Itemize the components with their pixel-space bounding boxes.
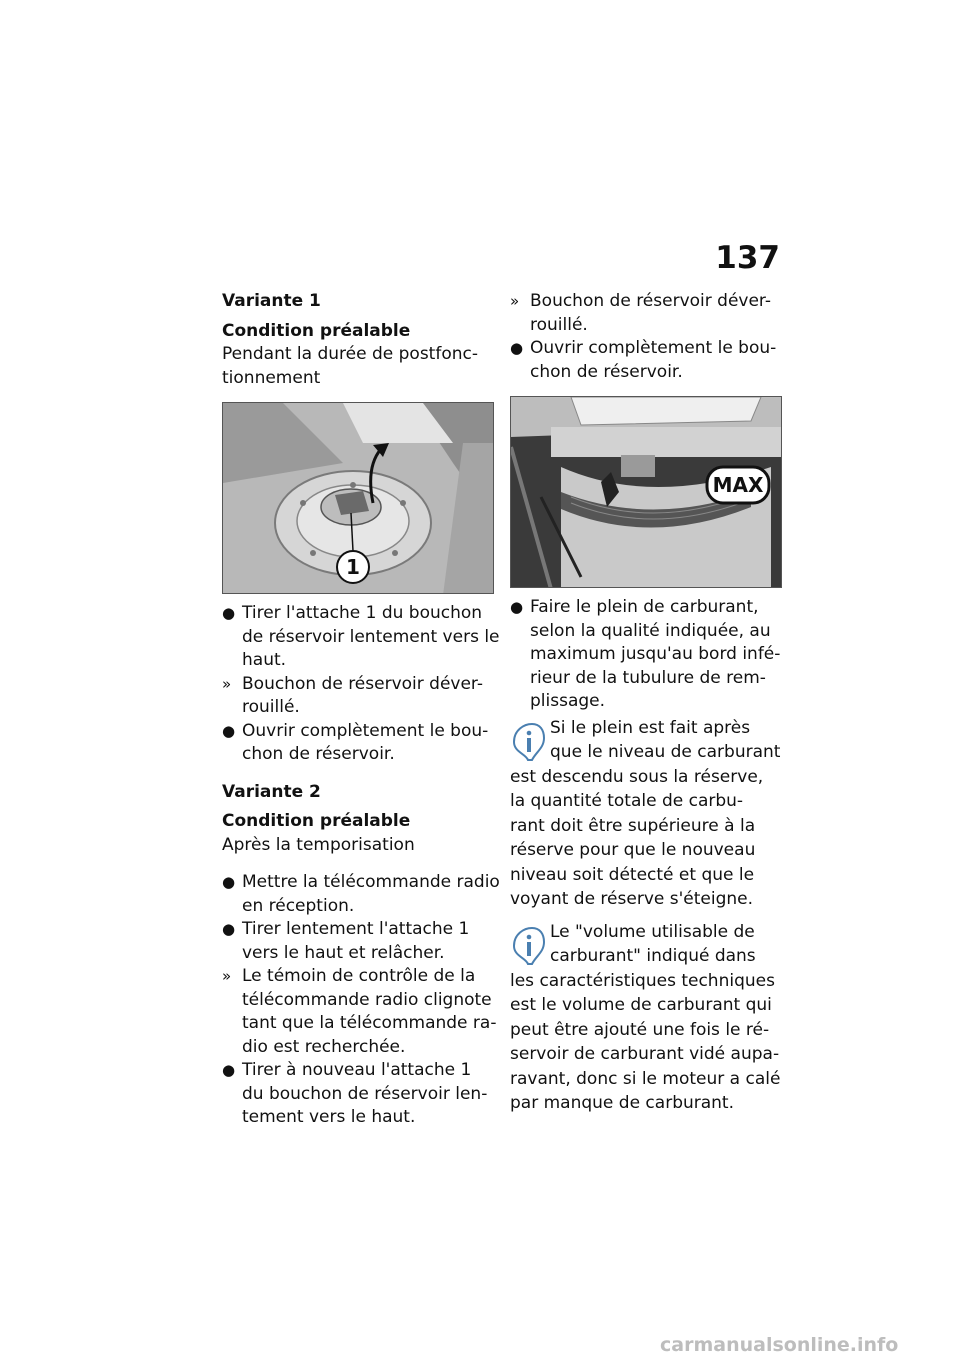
step-text: Bouchon de réservoir déver- <box>242 673 483 694</box>
bullet-marker: ● <box>222 721 236 740</box>
info-text: ravant, donc si le moteur a calé <box>510 1068 781 1089</box>
step-list-item <box>510 337 782 384</box>
result-marker: » <box>222 967 232 985</box>
step-text: du bouchon de réservoir len- <box>242 1083 488 1104</box>
fuel-cap-figure <box>222 402 494 594</box>
fuel-level-figure <box>510 396 782 588</box>
variant1-condition-line-2: tionnement <box>222 367 321 388</box>
info-text: voyant de réserve s'éteigne. <box>510 889 754 909</box>
step-text: Tirer lentement l'attache 1 <box>242 919 470 939</box>
bullet-marker: ● <box>510 598 524 616</box>
bullet-marker: ● <box>510 339 524 357</box>
step-text: rieur de la tubulure de rem- <box>530 667 766 688</box>
left-column <box>222 290 500 1130</box>
max-label: MAX <box>712 473 764 497</box>
result-list-item <box>222 965 497 1059</box>
variant2-title: Variante 2 <box>222 781 321 802</box>
step-text: tant que la télécommande ra- <box>242 1013 497 1033</box>
step-text: Ouvrir complètement le bou- <box>242 720 489 741</box>
info-icon <box>510 924 546 966</box>
step-text: dio est recherchée. <box>242 1036 406 1057</box>
variant2-condition-title: Condition préalable <box>222 811 411 831</box>
bullet-marker: ● <box>222 1061 236 1079</box>
step-text: en réception. <box>242 895 355 916</box>
step-text: Ouvrir complètement le bou- <box>530 338 777 358</box>
info-text: peut être ajouté une fois le ré- <box>510 1019 770 1040</box>
variant1-title: Variante 1 <box>222 291 321 311</box>
info-text: rant doit être supérieure à la <box>510 815 756 836</box>
result-marker: » <box>510 292 520 310</box>
bullet-marker: ● <box>222 604 236 622</box>
info-text: Si le plein est fait après <box>550 717 751 738</box>
step-list-item <box>222 720 494 767</box>
step-text: selon la qualité indiquée, au <box>530 620 771 641</box>
step-text: chon de réservoir. <box>242 744 395 764</box>
info-text: réserve pour que le nouveau <box>510 840 756 860</box>
bullet-marker: ● <box>222 873 236 891</box>
watermark-footer[interactable]: carmanualsonline.info <box>660 1334 899 1356</box>
info-note <box>510 920 782 1116</box>
info-text: par manque de carburant. <box>510 1093 735 1113</box>
step-text: rouillé. <box>242 697 300 717</box>
info-note <box>510 716 782 912</box>
step-text: rouillé. <box>530 314 588 335</box>
info-text: est le volume de carburant qui <box>510 995 772 1015</box>
variant1-condition-title: Condition préalable <box>222 320 411 341</box>
figure1-callout: 1 <box>346 555 360 579</box>
result-marker: » <box>222 674 232 693</box>
step-list-item <box>222 918 494 965</box>
page-number: 137 <box>715 240 780 276</box>
info-text: que le niveau de carburant <box>550 742 781 762</box>
step-text: maximum jusqu'au bord infé- <box>530 644 781 664</box>
result-list-item <box>222 673 494 720</box>
info-icon <box>510 720 546 762</box>
step-text: vers le haut et relâcher. <box>242 942 445 963</box>
step-text: Tirer à nouveau l'attache 1 <box>242 1060 472 1080</box>
step-text: plissage. <box>530 691 606 711</box>
info-text: carburant" indiqué dans <box>550 946 756 966</box>
step-text: Le témoin de contrôle de la <box>242 966 476 986</box>
info-text: les caractéristiques techniques <box>510 970 775 991</box>
step-list-item <box>222 871 500 918</box>
result-list-item <box>510 290 782 337</box>
step-list-item <box>510 596 782 714</box>
variant1-condition-line-1: Pendant la durée de postfonc- <box>222 344 478 364</box>
step-text: tement vers le haut. <box>242 1107 416 1127</box>
step-text: Bouchon de réservoir déver- <box>530 291 771 311</box>
step-text: Mettre la télécommande radio <box>242 872 500 892</box>
info-text: la quantité totale de carbu- <box>510 791 744 811</box>
step-text: Tirer l'attache 1 du bouchon <box>242 603 483 623</box>
step-text: chon de réservoir. <box>530 361 683 382</box>
step-list-item <box>222 1059 494 1130</box>
step-list-item <box>222 602 500 673</box>
right-column <box>510 290 782 1116</box>
bullet-marker: ● <box>222 920 236 938</box>
info-text: servoir de carburant vidé aupa- <box>510 1044 780 1064</box>
variant2-condition-text: Après la temporisation <box>222 834 415 855</box>
step-text: Faire le plein de carburant, <box>530 597 759 617</box>
step-text: de réservoir lentement vers le <box>242 626 500 647</box>
info-text: est descendu sous la réserve, <box>510 766 764 787</box>
info-text: niveau soit détecté et que le <box>510 864 755 885</box>
info-text: Le "volume utilisable de <box>550 921 755 942</box>
step-text: haut. <box>242 650 287 670</box>
step-text: télécommande radio clignote <box>242 989 492 1010</box>
